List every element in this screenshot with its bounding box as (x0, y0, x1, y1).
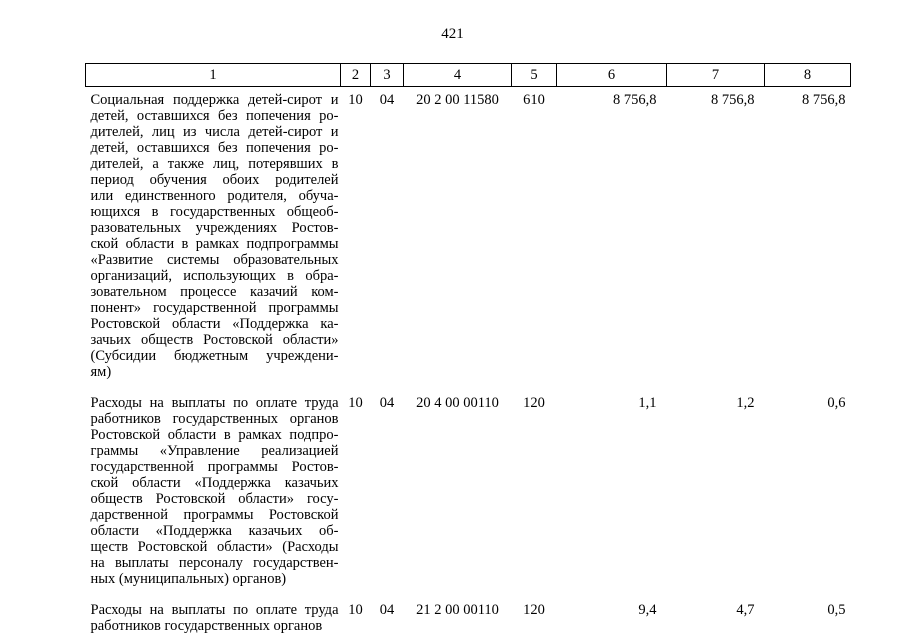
description-line: обществ Ростовской области» госу- (91, 491, 339, 507)
description-line: области «Поддержка казачьих об- (91, 523, 339, 539)
column-header: 4 (404, 64, 512, 87)
description-line: Социальная поддержка детей-сирот и (91, 92, 339, 108)
description-line: Расходы на выплаты по оплате труда (91, 395, 339, 411)
expense-type-code: 610 (512, 87, 557, 391)
description-line: зовательном процессе казачий ком- (91, 284, 339, 300)
expense-type-code: 120 (512, 390, 557, 597)
amount-year-2: 4,7 (667, 597, 765, 644)
description-line: Ростовской области в рамках подпро- (91, 427, 339, 443)
column-header: 6 (557, 64, 667, 87)
description-line: ям) (91, 364, 339, 380)
amount-year-1: 1,1 (557, 390, 667, 597)
column-header: 1 (86, 64, 341, 87)
description-line: разовательных учреждениях Ростов- (91, 220, 339, 236)
section-code: 10 (341, 87, 371, 391)
subsection-code: 04 (371, 390, 404, 597)
amount-year-3: 0,5 (765, 597, 851, 644)
description-line: детей, оставшихся без попечения ро- (91, 108, 339, 124)
description-line: на выплаты персоналу государствен- (91, 555, 339, 571)
table-row (86, 597, 851, 644)
column-header: 8 (765, 64, 851, 87)
table-body (86, 87, 851, 644)
amount-year-1: 9,4 (557, 597, 667, 644)
description-line: дителей, а также лиц, потерявших в (91, 156, 339, 172)
description-line: дарственной программы Ростовской (91, 507, 339, 523)
description-line: «Развитие системы образовательных (91, 252, 339, 268)
description-line: Ростовской области «Поддержка ка- (91, 316, 339, 332)
page-number: 421 (0, 26, 905, 43)
description-line: ющихся в государственных общеоб- (91, 204, 339, 220)
row-description (86, 390, 341, 597)
column-header: 5 (512, 64, 557, 87)
description-line: ской области «Поддержка казачьих (91, 475, 339, 491)
table-row (86, 390, 851, 597)
description-line: работников государственных органов (91, 411, 339, 427)
amount-year-3: 8 756,8 (765, 87, 851, 391)
description-line: дителей, лиц из числа детей-сирот и (91, 124, 339, 140)
description-line: ществ Ростовской области» (Расходы (91, 539, 339, 555)
description-line: ных (муниципальных) органов) (91, 571, 339, 587)
expense-type-code: 120 (512, 597, 557, 644)
description-line: или единственного родителя, обуча- (91, 188, 339, 204)
description-line: понент» государственной программы (91, 300, 339, 316)
target-article-code: 20 2 00 11580 (404, 87, 512, 391)
description-line: организаций, использующих в обра- (91, 268, 339, 284)
amount-year-3: 0,6 (765, 390, 851, 597)
description-line: Расходы на выплаты по оплате труда (91, 602, 339, 618)
column-header: 2 (341, 64, 371, 87)
row-description (86, 87, 341, 391)
table-row (86, 87, 851, 391)
amount-year-1: 8 756,8 (557, 87, 667, 391)
description-line: (Субсидии бюджетным учреждени- (91, 348, 339, 364)
description-line: период обучения обоих родителей (91, 172, 339, 188)
description-line: государственной программы Ростов- (91, 459, 339, 475)
target-article-code: 20 4 00 00110 (404, 390, 512, 597)
amount-year-2: 8 756,8 (667, 87, 765, 391)
description-line: зачьих обществ Ростовской области» (91, 332, 339, 348)
description-line: детей, оставшихся без попечения ро- (91, 140, 339, 156)
row-description (86, 597, 341, 644)
section-code: 10 (341, 597, 371, 644)
budget-table (85, 63, 851, 644)
description-line: работников государственных органов (91, 618, 339, 634)
column-header: 7 (667, 64, 765, 87)
column-header: 3 (371, 64, 404, 87)
amount-year-2: 1,2 (667, 390, 765, 597)
description-line: ской области в рамках подпрограммы (91, 236, 339, 252)
column-header-row (86, 64, 851, 87)
section-code: 10 (341, 390, 371, 597)
subsection-code: 04 (371, 597, 404, 644)
description-line: граммы «Управление реализацией (91, 443, 339, 459)
target-article-code: 21 2 00 00110 (404, 597, 512, 644)
subsection-code: 04 (371, 87, 404, 391)
